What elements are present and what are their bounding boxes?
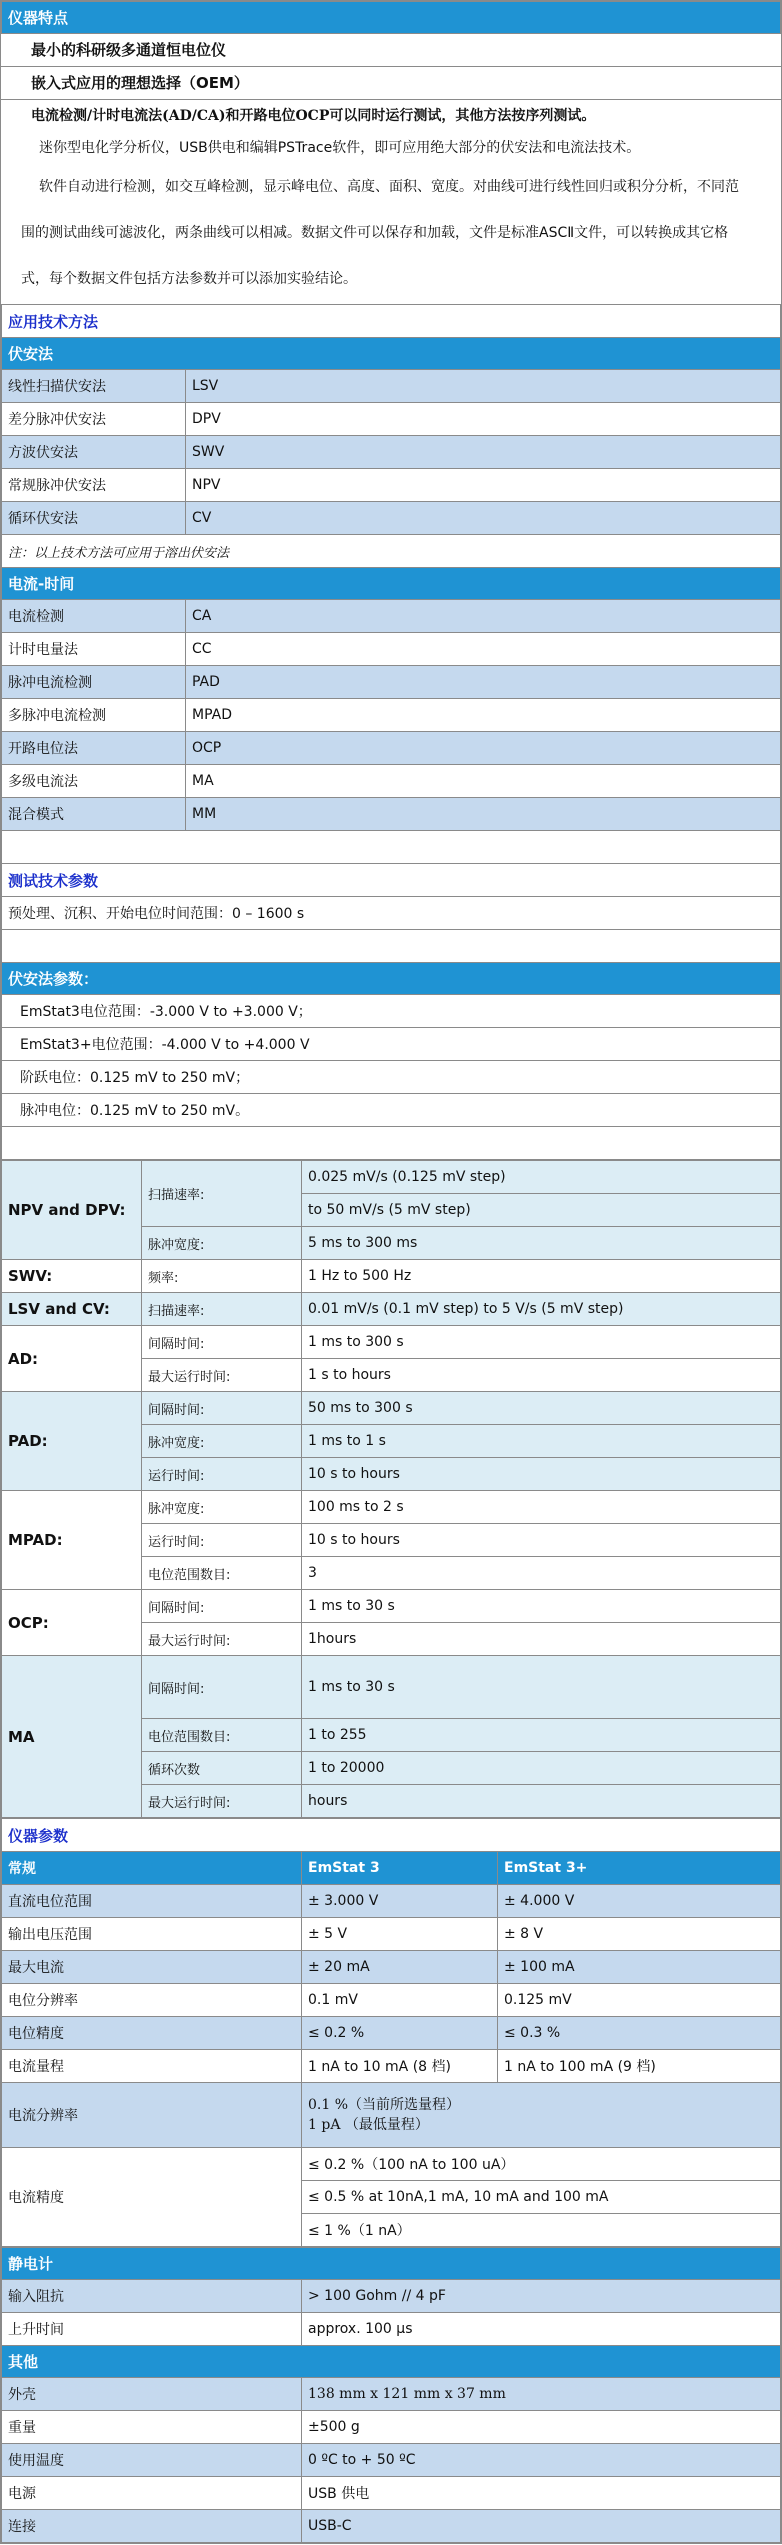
param-label: 外壳 <box>2 2378 302 2411</box>
methods-title: 应用技术方法 <box>2 305 781 338</box>
param-label: 最大电流 <box>2 1951 302 1984</box>
param-value: 1hours <box>302 1623 781 1656</box>
param-value: 50 ms to 300 s <box>302 1392 781 1425</box>
param-value: 0.025 mV/s (0.125 mV step) <box>302 1161 781 1194</box>
param-value: ±500 g <box>302 2411 781 2444</box>
param-value: ≤ 0.3 % <box>498 2017 781 2050</box>
param-value: approx. 100 µs <box>302 2313 781 2346</box>
methods-section <box>1 304 781 1160</box>
technique-ad: AD: <box>2 1326 142 1392</box>
param-label: 电位分辨率 <box>2 1984 302 2017</box>
param-label: 间隔时间: <box>142 1590 302 1623</box>
param-value: 1 ms to 30 s <box>302 1656 781 1719</box>
method-row <box>2 600 781 633</box>
param-label: 脉冲宽度: <box>142 1425 302 1458</box>
features-band: 仪器特点 <box>2 2 781 34</box>
param-value: 100 ms to 2 s <box>302 1491 781 1524</box>
param-label: 输入阻抗 <box>2 2280 302 2313</box>
method-name: 线性扫描伏安法 <box>2 370 186 403</box>
voltammetry-band: 伏安法 <box>2 338 781 370</box>
instrument-row <box>2 2050 781 2083</box>
instrument-row <box>2 1885 781 1918</box>
technique-ocp: OCP: <box>2 1590 142 1656</box>
method-name: 计时电量法 <box>2 633 186 666</box>
instrument-header-emstat3: EmStat 3 <box>302 1852 498 1885</box>
other-row <box>2 2444 781 2477</box>
test-params-title: 测试技术参数 <box>2 864 781 897</box>
method-code: DPV <box>186 403 781 436</box>
method-code: CV <box>186 502 781 535</box>
instrument-row <box>2 1984 781 2017</box>
method-name: 循环伏安法 <box>2 502 186 535</box>
current-accuracy-line: ≤ 1 %（1 nA） <box>302 2214 781 2247</box>
other-row <box>2 2411 781 2444</box>
param-value: 1 s to hours <box>302 1359 781 1392</box>
param-value: 1 to 255 <box>302 1719 781 1752</box>
method-name: 常规脉冲伏安法 <box>2 469 186 502</box>
volt-param-line: 阶跃电位：0.125 mV to 250 mV； <box>2 1061 781 1094</box>
param-value: ± 4.000 V <box>498 1885 781 1918</box>
technique-mpad: MPAD: <box>2 1491 142 1590</box>
method-code: MPAD <box>186 699 781 732</box>
technique-ma: MA <box>2 1656 142 1818</box>
method-code: CA <box>186 600 781 633</box>
method-code: MA <box>186 765 781 798</box>
method-name: 多级电流法 <box>2 765 186 798</box>
param-value: 0 ºC to + 50 ºC <box>302 2444 781 2477</box>
current-accuracy-line: ≤ 0.5 % at 10nA,1 mA, 10 mA and 100 mA <box>302 2181 781 2214</box>
param-value: USB-C <box>302 2510 781 2543</box>
param-label: 上升时间 <box>2 2313 302 2346</box>
param-label: 运行时间: <box>142 1458 302 1491</box>
volt-param-line: EmStat3电位范围：-3.000 V to +3.000 V； <box>2 995 781 1028</box>
voltammetry-note: 注：以上技术方法可应用于溶出伏安法 <box>2 535 781 568</box>
param-value: 10 s to hours <box>302 1524 781 1557</box>
other-row <box>2 2378 781 2411</box>
instrument-row <box>2 1918 781 1951</box>
param-label: 直流电位范围 <box>2 1885 302 1918</box>
method-row <box>2 436 781 469</box>
param-value: 0.01 mV/s (0.1 mV step) to 5 V/s (5 mV step) <box>302 1293 781 1326</box>
instrument-params-table <box>1 1818 781 2247</box>
param-label: 间隔时间: <box>142 1392 302 1425</box>
param-label: 扫描速率: <box>142 1161 302 1227</box>
method-code: PAD <box>186 666 781 699</box>
param-label: 脉冲宽度: <box>142 1491 302 1524</box>
test-params-line: 预处理、沉积、开始电位时间范围：0 – 1600 s <box>2 897 781 930</box>
method-code: MM <box>186 798 781 831</box>
feature-paragraph-1: 迷你型电化学分析仪，USB供电和编辑PSTrace软件，即可应用绝大部分的伏安法和电流法技术。 <box>39 140 641 156</box>
method-row <box>2 699 781 732</box>
param-label: 最大运行时间: <box>142 1359 302 1392</box>
param-value: 1 nA to 100 mA (9 档) <box>498 2050 781 2083</box>
method-name: 脉冲电流检测 <box>2 666 186 699</box>
technique-params-table <box>1 1160 781 1818</box>
instrument-title: 仪器参数 <box>2 1819 781 1852</box>
current-accuracy-label: 电流精度 <box>2 2148 302 2247</box>
method-row <box>2 370 781 403</box>
param-value: 1 nA to 10 mA (8 档) <box>302 2050 498 2083</box>
method-code: SWV <box>186 436 781 469</box>
param-value: ± 8 V <box>498 1918 781 1951</box>
param-label: 间隔时间: <box>142 1656 302 1719</box>
method-row <box>2 469 781 502</box>
instrument-header-general: 常规 <box>2 1852 302 1885</box>
method-name: 电流检测 <box>2 600 186 633</box>
param-value: 1 ms to 1 s <box>302 1425 781 1458</box>
other-row <box>2 2510 781 2543</box>
param-value: ≤ 0.2 % <box>302 2017 498 2050</box>
param-label: 电源 <box>2 2477 302 2510</box>
param-label: 连接 <box>2 2510 302 2543</box>
param-value: 138 mm x 121 mm x 37 mm <box>302 2378 781 2411</box>
param-label: 最大运行时间: <box>142 1785 302 1818</box>
param-label: 电流量程 <box>2 2050 302 2083</box>
current-resolution-label: 电流分辨率 <box>2 2083 302 2148</box>
param-value: hours <box>302 1785 781 1818</box>
method-name: 差分脉冲伏安法 <box>2 403 186 436</box>
param-value: USB 供电 <box>302 2477 781 2510</box>
electrometer-band: 静电计 <box>2 2248 781 2280</box>
param-label: 脉冲宽度: <box>142 1227 302 1260</box>
technique-pad: PAD: <box>2 1392 142 1491</box>
param-label: 循环次数 <box>142 1752 302 1785</box>
other-row <box>2 2477 781 2510</box>
param-label: 电位范围数目: <box>142 1557 302 1590</box>
param-value: 0.1 mV <box>302 1984 498 2017</box>
method-code: NPV <box>186 469 781 502</box>
param-value: 3 <box>302 1557 781 1590</box>
method-row <box>2 732 781 765</box>
param-value: 1 ms to 30 s <box>302 1590 781 1623</box>
technique-swv: SWV: <box>2 1260 142 1293</box>
method-row <box>2 403 781 436</box>
method-row <box>2 798 781 831</box>
method-row <box>2 633 781 666</box>
spacer-row <box>2 1127 781 1160</box>
method-code: CC <box>186 633 781 666</box>
param-label: 最大运行时间: <box>142 1623 302 1656</box>
method-name: 混合模式 <box>2 798 186 831</box>
technique-lsv-cv: LSV and CV: <box>2 1293 142 1326</box>
feature-line-2: 嵌入式应用的理想选择（OEM） <box>1 67 781 100</box>
param-value: ± 3.000 V <box>302 1885 498 1918</box>
electrometer-row <box>2 2280 781 2313</box>
spacer-row <box>2 930 781 963</box>
param-label: 输出电压范围 <box>2 1918 302 1951</box>
feature-line-3: 电流检测/计时电流法(AD/CA)和开路电位OCP可以同时运行测试，其他方法按序列测试。 <box>31 108 596 124</box>
instrument-header-emstat3plus: EmStat 3+ <box>498 1852 781 1885</box>
method-row <box>2 502 781 535</box>
param-label: 频率: <box>142 1260 302 1293</box>
electrometer-row <box>2 2313 781 2346</box>
param-label: 电位精度 <box>2 2017 302 2050</box>
param-value: ± 100 mA <box>498 1951 781 1984</box>
volt-params-band: 伏安法参数： <box>2 963 781 995</box>
method-name: 方波伏安法 <box>2 436 186 469</box>
method-code: OCP <box>186 732 781 765</box>
instrument-row <box>2 2017 781 2050</box>
param-value: 1 ms to 300 s <box>302 1326 781 1359</box>
method-name: 开路电位法 <box>2 732 186 765</box>
volt-param-line: 脉冲电位：0.125 mV to 250 mV。 <box>2 1094 781 1127</box>
technique-npv-dpv: NPV and DPV: <box>2 1161 142 1260</box>
param-value: to 50 mV/s (5 mV step) <box>302 1194 781 1227</box>
param-value: > 100 Gohm // 4 pF <box>302 2280 781 2313</box>
current-resolution-line: 1 pA （最低量程） <box>308 2117 429 2133</box>
method-name: 多脉冲电流检测 <box>2 699 186 732</box>
param-value: 0.125 mV <box>498 1984 781 2017</box>
param-label: 扫描速率: <box>142 1293 302 1326</box>
current-resolution-line: 0.1 %（当前所选量程） <box>308 2097 461 2113</box>
other-band: 其他 <box>2 2346 781 2378</box>
electrometer-other-table <box>1 2247 781 2543</box>
param-label: 运行时间: <box>142 1524 302 1557</box>
method-row <box>2 666 781 699</box>
method-row <box>2 765 781 798</box>
instrument-row <box>2 1951 781 1984</box>
volt-param-line: EmStat3+电位范围：-4.000 V to +4.000 V <box>2 1028 781 1061</box>
param-value: 10 s to hours <box>302 1458 781 1491</box>
amperometry-band: 电流-时间 <box>2 568 781 600</box>
param-value: 1 Hz to 500 Hz <box>302 1260 781 1293</box>
param-label: 间隔时间: <box>142 1326 302 1359</box>
feature-paragraph-2: 软件自动进行检测，如交互峰检测，显示峰电位、高度、面积、宽度。对曲线可进行线性回归或积分分析，不同范围的测试曲线可滤波化，两条曲线可以相减。数据文件可以保存和加载，文件是标准ASCⅡ文件，可以转换成其它格式，每个数据文件包括方法参数并可以添加实验结论。 <box>21 179 739 287</box>
param-value: 5 ms to 300 ms <box>302 1227 781 1260</box>
feature-line-1: 最小的科研级多通道恒电位仪 <box>1 34 781 67</box>
param-value: ± 20 mA <box>302 1951 498 1984</box>
current-resolution-value <box>302 2083 781 2148</box>
features-section <box>1 1 781 34</box>
param-label: 重量 <box>2 2411 302 2444</box>
param-value: ± 5 V <box>302 1918 498 1951</box>
current-accuracy-line: ≤ 0.2 %（100 nA to 100 uA） <box>302 2148 781 2181</box>
method-code: LSV <box>186 370 781 403</box>
param-label: 使用温度 <box>2 2444 302 2477</box>
spacer-row <box>2 831 781 864</box>
param-label: 电位范围数目: <box>142 1719 302 1752</box>
param-value: 1 to 20000 <box>302 1752 781 1785</box>
features-intro <box>1 34 781 304</box>
